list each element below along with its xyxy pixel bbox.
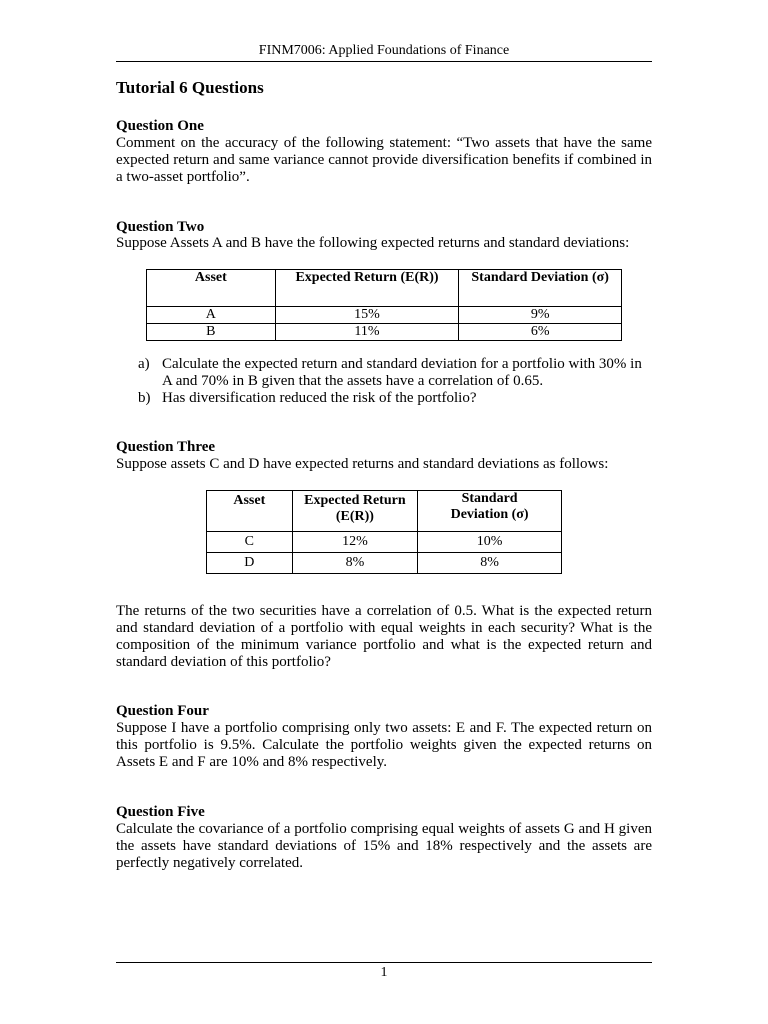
question-five-heading: Question Five — [116, 804, 205, 820]
question-five-text: Calculate the covariance of a portfolio comprising equal weights of assets G and H given the assets have standard deviations of 15% and 18% respectively and the assets are perfectly negatively correlated. — [116, 821, 652, 871]
table-cell: 10% — [418, 532, 562, 553]
list-item — [136, 356, 652, 390]
table-row — [207, 553, 562, 574]
table-cell: D — [207, 553, 293, 574]
table-header-cell — [418, 491, 562, 532]
part-label: b) — [138, 390, 151, 406]
question-two-intro: Suppose Assets A and B have the following expected returns and standard deviations: — [116, 235, 630, 251]
table-cell: 11% — [275, 324, 459, 341]
question-four-text: Suppose I have a portfolio comprising only two assets: E and F. The expected return on this portfolio is 9.5%. Calculate the portfolio weights given the expected returns on Assets E and F are 10% and 8% respectively. — [116, 720, 652, 770]
table-header-cell: Asset — [147, 270, 276, 307]
footer-divider — [116, 962, 652, 963]
table-cell: 6% — [459, 324, 622, 341]
header-divider — [116, 61, 652, 62]
table-cell: A — [147, 307, 276, 324]
page-number: 1 — [380, 965, 388, 980]
header-text: Standard Deviation (σ) — [450, 491, 529, 522]
table-header-cell: Expected Return (E(R)) — [292, 491, 418, 532]
question-four-heading: Question Four — [116, 703, 209, 719]
question-three-text: The returns of the two securities have a correlation of 0.5. What is the expected return and standard deviation of a portfolio with equal weights in each security? What is the composition of the minimum variance portfolio and what is the expected return and standard deviation of this portfolio? — [116, 603, 652, 670]
table-cell: C — [207, 532, 293, 553]
table-header-row — [147, 270, 622, 307]
table-cell: B — [147, 324, 276, 341]
list-item — [136, 390, 652, 407]
table-header-row — [207, 491, 562, 532]
part-label: a) — [138, 356, 150, 372]
table-cell: 8% — [292, 553, 418, 574]
question-three-intro: Suppose assets C and D have expected returns and standard deviations as follows: — [116, 456, 609, 472]
table-cell: 12% — [292, 532, 418, 553]
question-three-heading: Question Three — [116, 439, 216, 455]
table-cell: 15% — [275, 307, 459, 324]
table-row — [147, 307, 622, 324]
table-cell: 9% — [459, 307, 622, 324]
part-text: Calculate the expected return and standard deviation for a portfolio with 30% in A and 70% in B given that the assets have a correlation of 0.65. — [162, 356, 642, 389]
assets-cd-table — [206, 490, 562, 574]
table-header-cell: Standard Deviation (σ) — [459, 270, 622, 307]
question-one-text: Comment on the accuracy of the following statement: “Two assets that have the same expected return and same variance cannot provide diversification benefits if combined in a two-asset portfolio”. — [116, 135, 652, 185]
question-two-parts — [136, 356, 652, 407]
part-text: Has diversification reduced the risk of the portfolio? — [162, 390, 477, 406]
table-row — [207, 532, 562, 553]
table-cell: 8% — [418, 553, 562, 574]
question-one-heading: Question One — [116, 118, 204, 134]
assets-ab-table — [146, 269, 622, 341]
table-header-cell: Expected Return (E(R)) — [275, 270, 459, 307]
question-two-heading: Question Two — [116, 219, 205, 235]
page-title: Tutorial 6 Questions — [116, 78, 264, 97]
table-header-cell: Asset — [207, 491, 293, 532]
table-row — [147, 324, 622, 341]
page-header: FINM7006: Applied Foundations of Finance — [258, 43, 510, 58]
